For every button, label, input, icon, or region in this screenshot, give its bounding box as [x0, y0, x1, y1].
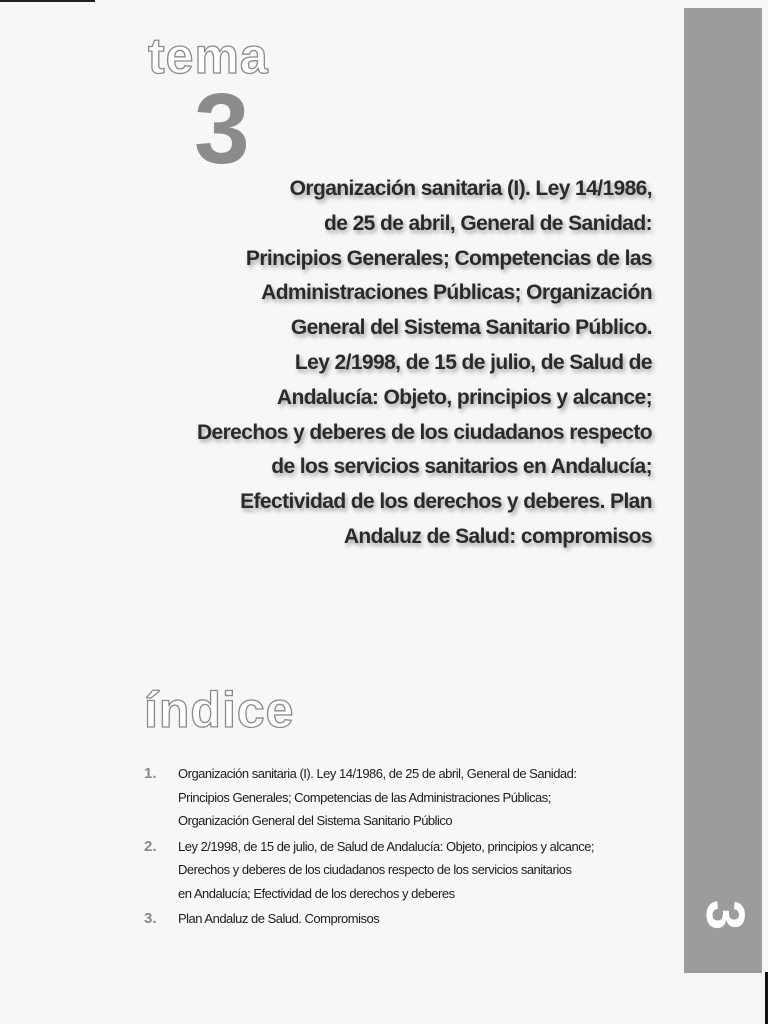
- toc-item: [142, 762, 682, 833]
- index-heading: índice: [144, 682, 295, 738]
- title-line: Principios Generales; Competencias de las: [245, 246, 652, 270]
- title-line: de 25 de abril, General de Sanidad:: [324, 211, 652, 235]
- toc-item-text: [178, 907, 682, 931]
- title-line: Organización sanitaria (I). Ley 14/1986,: [289, 177, 652, 200]
- title-line: Ley 2/1998, de 15 de julio, de Salud de: [294, 350, 652, 374]
- tema-label: tema: [148, 28, 269, 84]
- toc-item-number: 1.: [144, 765, 157, 782]
- title-line: General del Sistema Sanitario Público.: [290, 316, 652, 340]
- toc-item-number: 2.: [144, 837, 157, 855]
- title-line: Efectividad de los derechos y deberes. Plan: [240, 490, 652, 514]
- toc-line: Ley 2/1998, de 15 de julio, de Salud de Andalucía: Objeto, principios y alcance;: [178, 838, 595, 854]
- chapter-side-tab: [684, 8, 762, 973]
- table-of-contents: [142, 762, 682, 933]
- toc-item-text: [178, 835, 682, 906]
- toc-line: Organización sanitaria (I). Ley 14/1986, de 25 de abril, General de Sanidad:: [178, 766, 577, 781]
- toc-item: [142, 835, 682, 906]
- toc-item: [142, 907, 682, 931]
- title-line: Administraciones Públicas; Organización: [261, 281, 652, 305]
- title-line: de los servicios sanitarios en Andalucía;: [271, 455, 652, 479]
- side-tab-number: 3: [695, 899, 755, 931]
- title-line: Andalucía: Objeto, principios y alcance;: [276, 385, 652, 409]
- tema-number: 3: [194, 73, 250, 185]
- scan-edge-mark: [0, 0, 95, 2]
- toc-line: Principios Generales; Competencias de las Administraciones Públicas;: [178, 789, 551, 805]
- title-line: Derechos y deberes de los ciudadanos respecto: [196, 420, 652, 444]
- toc-item-number: 3.: [144, 910, 157, 927]
- toc-item-text: [178, 762, 682, 833]
- toc-line: en Andalucía; Efectividad de los derechos y deberes: [178, 885, 455, 901]
- toc-line: Plan Andaluz de Salud. Compromisos: [178, 911, 380, 926]
- topic-title: [170, 172, 652, 555]
- toc-line: Derechos y deberes de los ciudadanos respecto de los servicios sanitarios: [178, 862, 572, 877]
- toc-line: Organización General del Sistema Sanitario Público: [178, 813, 453, 828]
- title-line: Andaluz de Salud: compromisos: [343, 524, 652, 548]
